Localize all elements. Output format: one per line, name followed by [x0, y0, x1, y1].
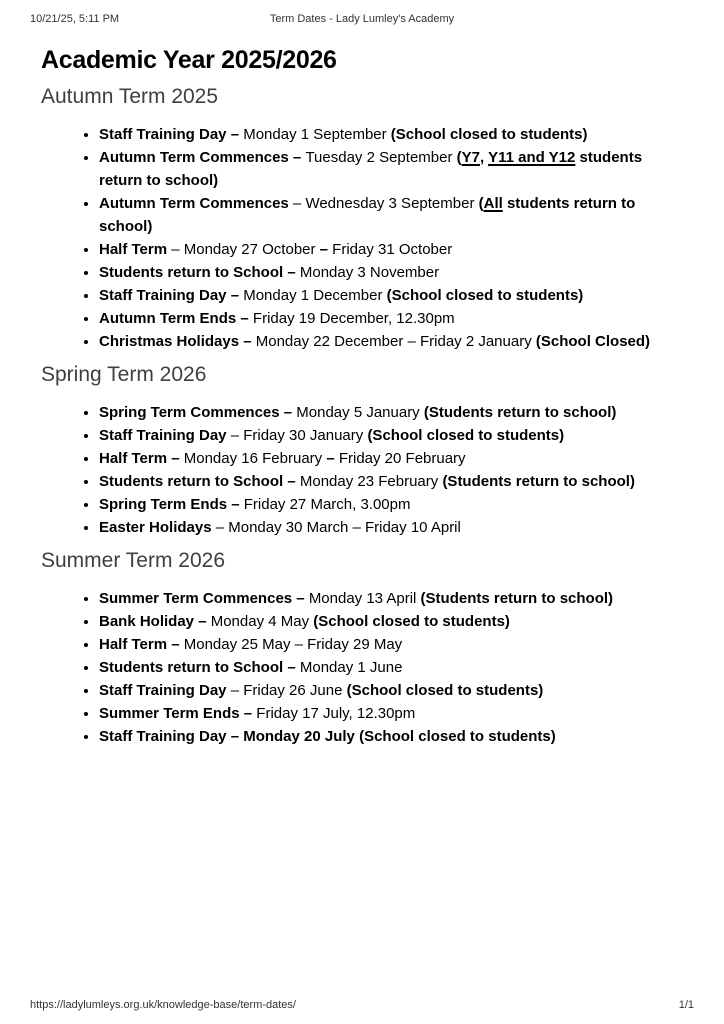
text-segment: (School closed to students): [367, 427, 565, 444]
text-segment: Spring Term Ends –: [99, 496, 244, 513]
text-segment: Friday 27 March, 3.00pm: [243, 496, 411, 513]
text-segment: Autumn Term Commences –: [99, 149, 306, 166]
text-segment: Spring Term Commences –: [99, 404, 297, 421]
print-doc-title: Term Dates - Lady Lumley's Academy: [269, 13, 455, 25]
text-segment: Students return to School –: [99, 473, 300, 490]
term-date-item: [99, 261, 683, 284]
text-segment: Friday 31 October: [328, 241, 453, 258]
text-segment: (Students return to school): [423, 404, 617, 421]
print-page-number: 1/1: [678, 999, 694, 1011]
text-segment: Y7: [461, 149, 480, 166]
text-segment: – Friday 26 June: [226, 682, 347, 699]
text-segment: Tuesday 2 September: [305, 149, 457, 166]
text-segment: (Students return to school): [420, 590, 614, 607]
section-heading: Autumn Term 2025: [41, 85, 219, 108]
text-segment: (School closed to students): [313, 613, 510, 630]
term-date-item: [99, 238, 683, 261]
text-segment: Christmas Holidays –: [99, 333, 256, 350]
term-date-item: [99, 587, 683, 610]
text-segment: Staff Training Day: [99, 682, 227, 699]
text-segment: Summer Term Ends –: [99, 705, 257, 722]
term-date-item: [99, 470, 683, 493]
term-dates-list: [41, 401, 683, 539]
term-date-item: [99, 610, 683, 633]
text-segment: Autumn Term Ends –: [99, 310, 253, 327]
text-segment: – Monday 30 March – Friday 10 April: [211, 519, 461, 536]
text-segment: Monday 4 May: [210, 613, 314, 630]
term-dates-list: [41, 587, 683, 748]
text-segment: Monday 5 January: [296, 404, 424, 421]
text-segment: Half Term –: [99, 636, 184, 653]
text-segment: students return to school): [99, 149, 643, 189]
section-heading: Summer Term 2026: [41, 549, 226, 572]
text-segment: –: [319, 241, 329, 258]
print-datetime: 10/21/25, 5:11 PM: [30, 13, 120, 25]
term-date-item: [99, 633, 683, 656]
text-segment: Monday 22 December – Friday 2 January: [255, 333, 536, 350]
term-date-item: [99, 401, 683, 424]
text-segment: students return to school): [99, 195, 636, 235]
text-segment: Monday 3 November: [299, 264, 440, 281]
text-segment: All: [483, 195, 503, 212]
text-segment: Monday 23 February: [299, 473, 443, 490]
print-url: https://ladylumleys.org.uk/knowledge-base/term-dates/: [30, 999, 296, 1011]
print-header: [0, 0, 724, 26]
text-segment: – Friday 30 January: [226, 427, 368, 444]
term-sections: [41, 83, 683, 748]
text-segment: Friday 20 February: [334, 450, 466, 467]
page-title: Academic Year 2025/2026: [41, 46, 337, 74]
text-segment: Students return to School –: [99, 264, 300, 281]
term-date-item: [99, 493, 683, 516]
text-segment: –: [326, 450, 335, 467]
print-footer: [30, 999, 694, 1012]
text-segment: Summer Term Commences –: [99, 590, 309, 607]
text-segment: Bank Holiday –: [99, 613, 211, 630]
text-segment: ,: [480, 149, 489, 166]
text-segment: Staff Training Day –: [99, 287, 244, 304]
text-segment: (: [478, 195, 484, 212]
text-segment: Half Term: [99, 241, 168, 258]
term-dates-list: [41, 123, 683, 353]
term-date-item: [99, 656, 683, 679]
term-date-item: [99, 516, 683, 539]
term-date-item: [99, 146, 683, 192]
text-segment: (School closed to students): [390, 126, 588, 143]
text-segment: Half Term –: [99, 450, 184, 467]
term-date-item: [99, 702, 683, 725]
text-segment: Easter Holidays: [99, 519, 212, 536]
term-date-item: [99, 424, 683, 447]
term-date-item: [99, 330, 683, 353]
text-segment: Monday 1 June: [299, 659, 403, 676]
text-segment: (School Closed): [535, 333, 651, 350]
term-date-item: [99, 679, 683, 702]
term-date-item: [99, 307, 683, 330]
text-segment: – Monday 27 October: [167, 241, 320, 258]
text-segment: Monday 1 September: [243, 126, 391, 143]
document-content: [0, 45, 724, 748]
text-segment: (School closed to students): [386, 287, 584, 304]
text-segment: Staff Training Day: [99, 427, 227, 444]
text-segment: Monday 13 April: [308, 590, 421, 607]
text-segment: Monday 1 December: [243, 287, 387, 304]
text-segment: (: [456, 149, 462, 166]
text-segment: Students return to School –: [99, 659, 300, 676]
text-segment: Staff Training Day –: [99, 126, 244, 143]
text-segment: Staff Training Day – Monday 20 July (School closed to students): [99, 728, 556, 745]
term-date-item: [99, 123, 683, 146]
text-segment: (Students return to school): [442, 473, 635, 490]
term-date-item: [99, 192, 683, 238]
text-segment: – Wednesday 3 September: [288, 195, 479, 212]
term-date-item: [99, 284, 683, 307]
term-date-item: [99, 725, 683, 748]
text-segment: Y11 and Y12: [488, 149, 576, 166]
text-segment: Friday 19 December, 12.30pm: [252, 310, 455, 327]
text-segment: (School closed to students): [346, 682, 544, 699]
text-segment: Autumn Term Commences: [99, 195, 289, 212]
text-segment: Friday 17 July, 12.30pm: [256, 705, 416, 722]
term-date-item: [99, 447, 683, 470]
text-segment: Monday 16 February: [183, 450, 327, 467]
text-segment: Monday 25 May – Friday 29 May: [183, 636, 403, 653]
section-heading: Spring Term 2026: [41, 363, 207, 386]
